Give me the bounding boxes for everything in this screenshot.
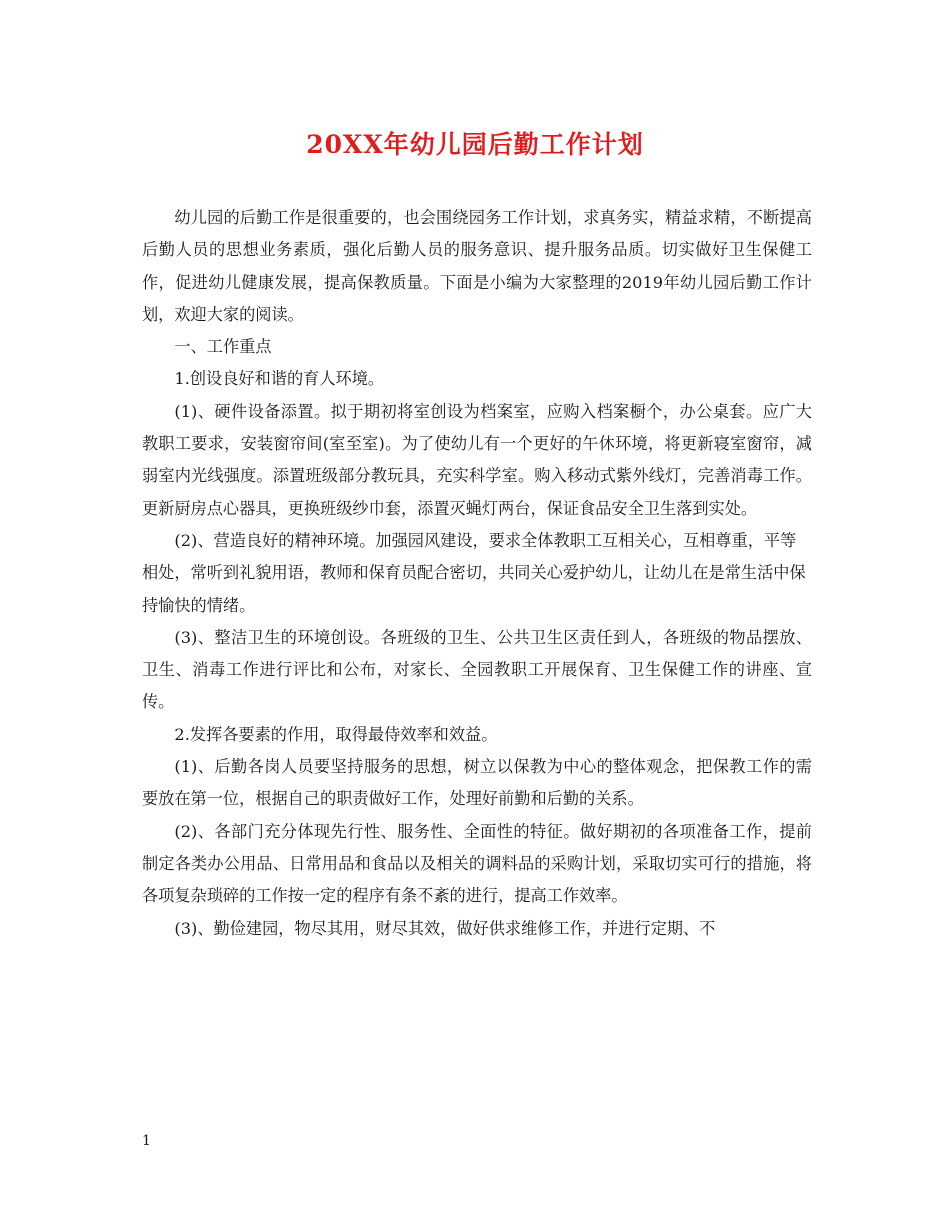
document-body	[142, 202, 812, 945]
paragraph-departments: (2)、各部门充分体现先行性、服务性、全面性的特征。做好期初的各项准备工作，提前制定各类办公用品、日常用品和食品以及相关的调料品的采购计划，采取切实可行的措施，将各项复杂琐碎的工作按一定的程序有条不紊的进行，提高工作效率。	[142, 821, 812, 906]
subheading-environment: 1.创设良好和谐的育人环境。	[174, 369, 385, 389]
intro-paragraph: 幼儿园的后勤工作是很重要的，也会围绕园务工作计划，求真务实，精益求精，不断提高后勤人员的思想业务素质，强化后勤人员的服务意识、提升服务品质。切实做好卫生保健工作，促进幼儿健康发展，提高保教质量。下面是小编为大家整理的2019年幼儿园后勤工作计划，欢迎大家的阅读。	[142, 208, 812, 324]
document-title: 20XX年幼儿园后勤工作计划	[306, 130, 644, 159]
section-heading-work-focus: 一、工作重点	[174, 337, 272, 357]
paragraph-hardware: (1)、硬件设备添置。拟于期初将室创设为档案室，应购入档案橱个，办公桌套。应广大教职工要求，安装窗帘间(室至室)。为了使幼儿有一个更好的午休环境，将更新寝室窗帘，减弱室内光线强度。添置班级部分教玩具，充实科学室。购入移动式紫外线灯，完善消毒工作。更新厨房点心器具，更换班级纱巾套，添置灭蝇灯两台，保证食品安全卫生落到实处。	[142, 401, 812, 518]
page-number: 1	[142, 1133, 151, 1149]
paragraph-service-thinking: (1)、后勤各岗人员要坚持服务的思想，树立以保教为中心的整体观念，把保教工作的需要放在第一位，根据自己的职责做好工作，处理好前勤和后勤的关系。	[142, 757, 812, 809]
paragraph-spiritual-environment: (2)、营造良好的精神环境。加强园风建设，要求全体教职工互相关心，互相尊重，平等相处，常听到礼貌用语，教师和保育员配合密切，共同关心爱护幼儿，让幼儿在是常生活中保持愉快的情绪。	[142, 530, 806, 615]
paragraph-frugality: (3)、勤俭建园，物尽其用，财尽其效，做好供求维修工作，并进行定期、不	[174, 918, 716, 938]
paragraph-hygiene-environment: (3)、整洁卫生的环境创设。各班级的卫生、公共卫生区责任到人，各班级的物品摆放、卫生、消毒工作进行评比和公布，对家长、全园教职工开展保育、卫生保健工作的讲座、宣传。	[142, 627, 812, 712]
subheading-efficiency: 2.发挥各要素的作用，取得最侍效率和效益。	[174, 724, 498, 744]
